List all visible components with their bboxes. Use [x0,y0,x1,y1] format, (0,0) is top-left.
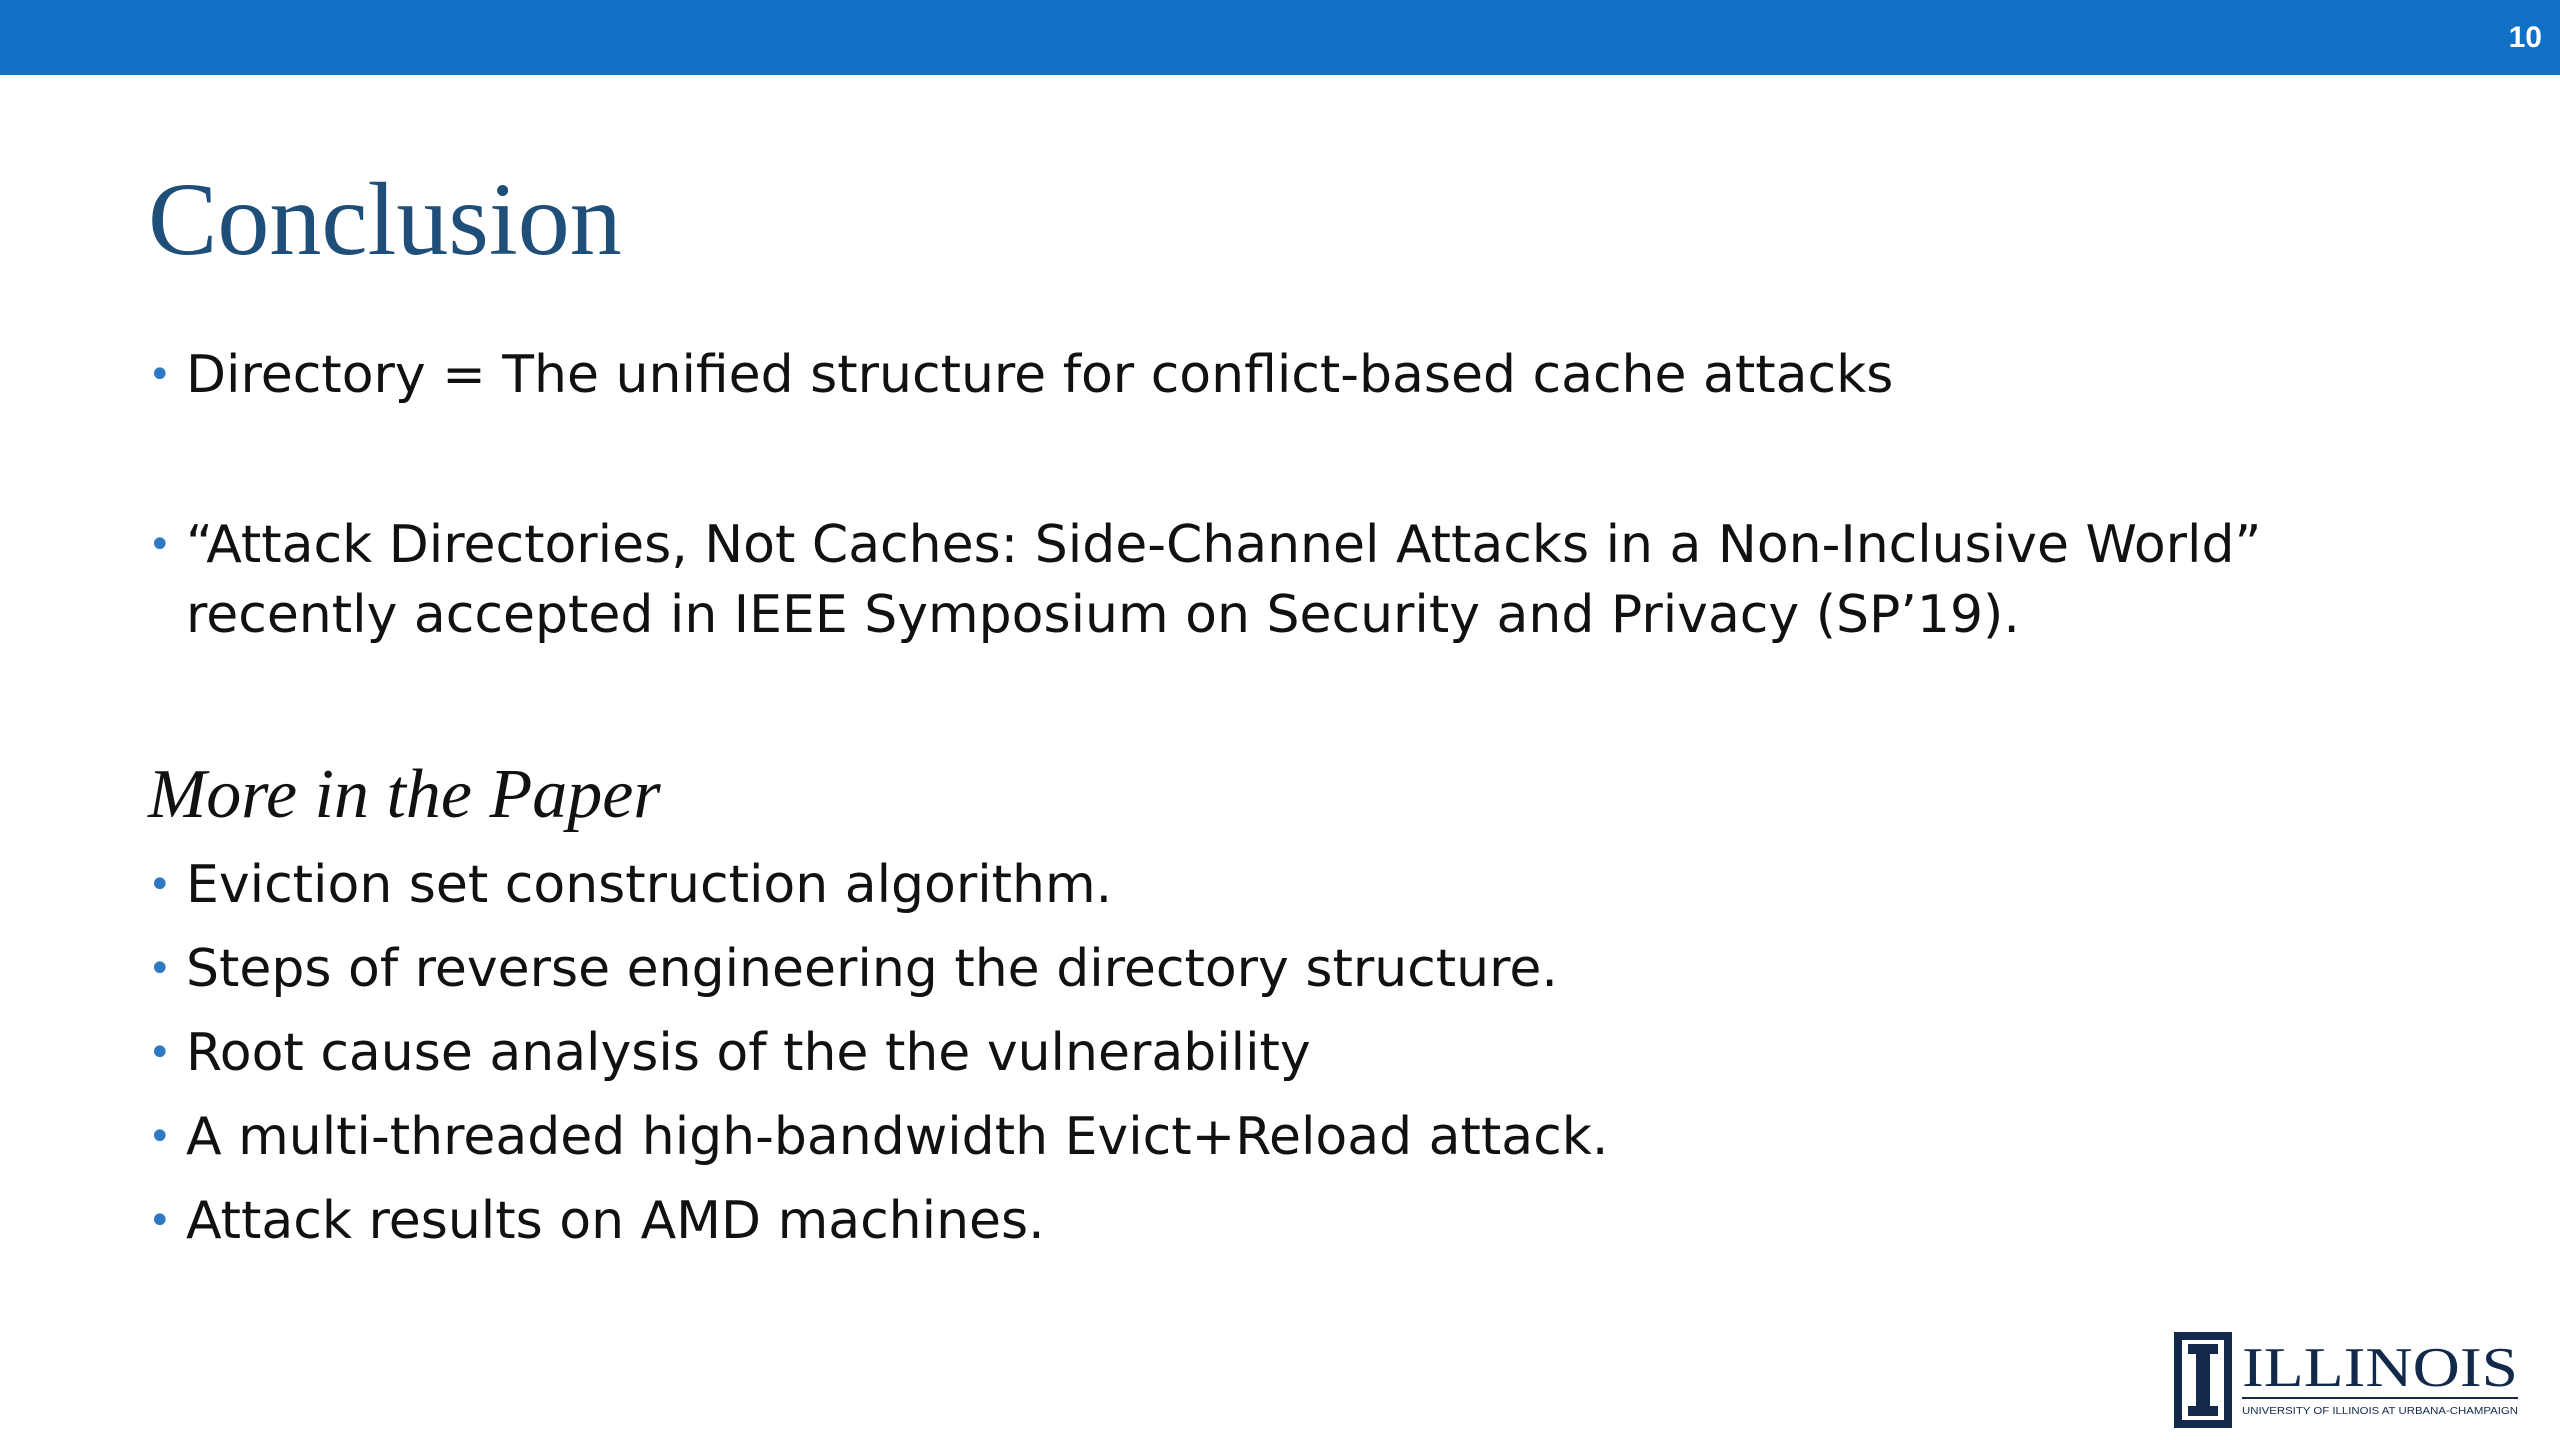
bullet-icon: • [148,1198,172,1244]
bullet-item [148,340,2448,410]
list-item [148,1186,2448,1256]
list-item-text: Steps of reverse engineering the directory structure. [186,939,1558,999]
paper-title-text: “Attack Directories, Not Caches: Side-Channel Attacks in a Non-Inclusive World” [186,515,2262,575]
slide-title: Conclusion [148,162,622,277]
list-item-text: Attack results on AMD machines. [186,1191,1045,1251]
bullet-item [148,510,2448,650]
illinois-logo [2172,1330,2524,1430]
list-item [148,1018,2448,1088]
section-subheading: More in the Paper [148,756,661,833]
bullet-icon: • [148,1030,172,1076]
logo-tagline: UNIVERSITY OF ILLINOIS AT URBANA-CHAMPAIGN [2242,1406,2518,1417]
list-item-text: Eviction set construction algorithm. [186,855,1113,915]
list-item-text: Root cause analysis of the the vulnerability [186,1023,1311,1083]
list-item-text: A multi-threaded high-bandwidth Evict+Reload attack. [186,1107,1609,1167]
list-item [148,1102,2448,1172]
paper-reference-bullet [148,510,2448,650]
logo-wordmark: ILLINOIS [2242,1337,2518,1399]
bullet-icon: • [148,946,172,992]
bullet-icon: • [148,1114,172,1160]
header-bar [0,0,2560,75]
bullet-icon: • [148,352,172,398]
bullet-icon: • [148,522,172,568]
list-item [148,934,2448,1004]
illinois-block-i-icon [2174,1332,2232,1428]
paper-venue-text: recently accepted in IEEE Symposium on Security and Privacy (SP’19). [186,585,2020,645]
bullet-icon: • [148,862,172,908]
bullet-text: Directory = The unified structure for conflict-based cache attacks [186,345,1894,405]
slide-number: 10 [2508,21,2542,54]
paper-details-list [148,850,2448,1270]
conclusion-bullets [148,340,2448,410]
list-item [148,850,2448,920]
